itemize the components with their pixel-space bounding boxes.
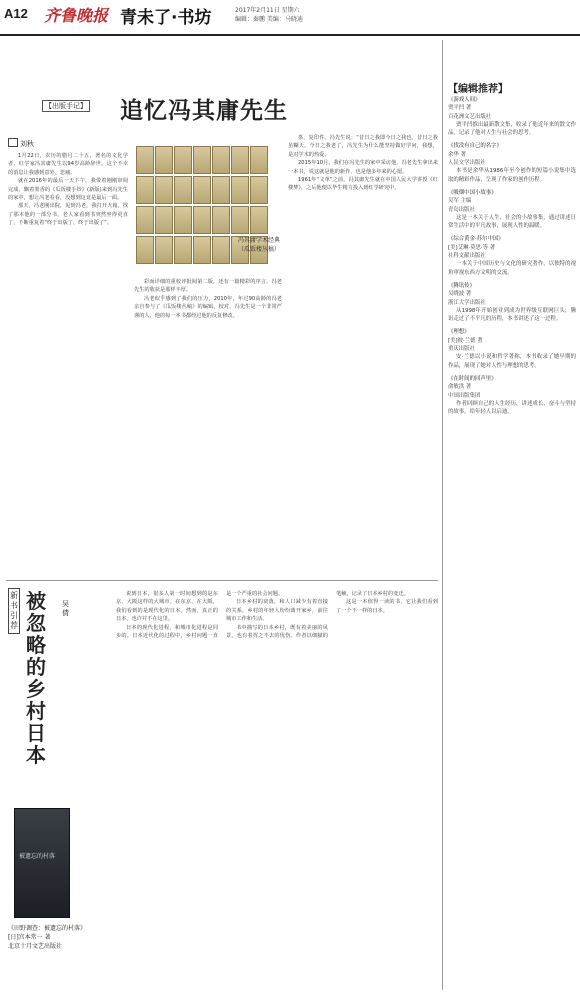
paragraph: 彩而详细的重校评批阅第二版，还有一篇精彩的序言。冯老先生的收获是那样丰厚。 xyxy=(134,279,282,294)
paragraph: 就在2016年的最后一天下午，我带着刚刚审阅完成、飘着墨香的《瓜饭楼手钞》(新版)来到冯先生的家中，想让冯老看看，没想到这竟是最后一面。 xyxy=(8,178,128,202)
recommend-item: 《找没有自己的名字》 余华 著 人民文学出版社 本书是余华从1986年至今创作的短篇小说集中选取的精彩作品，呈现了作家的创作历程。 xyxy=(448,143,576,183)
article2-title: 被忽略的乡村日本 xyxy=(26,589,46,767)
paragraph: 茶，复印件。冯先生说：“昔日之我即今日之我也，昔日之我虽糊天。今日之我老了，冯先生为什么能坚持做好学问，我想，是对学术的热爱。 xyxy=(288,135,438,158)
paragraph: 冯老似乎感到了我们的压力，2010年，年过90高龄的冯老亲自参与了《瓜饭楼丛稿》的编辑、校对。冯先生是一个非常严谨的人，他的每一本书都经过他的反复修改。 xyxy=(134,295,282,319)
recommend-item: 《腾讯传》 吴晓波 著 浙江大学出版社 从1998年开始创业到成为世界级互联网巨头，腾讯走过了不平凡的历程，本书讲述了这一过程。 xyxy=(448,282,576,323)
book-cover-title: 被遗忘的村落 xyxy=(19,853,56,860)
paragraph: 1961年“文革”之前，冯其庸先生就在中国人民大学讲授《红楼梦》，之后他便以毕生精力投入到红学研究中。 xyxy=(288,177,438,192)
header-meta xyxy=(235,6,303,24)
paragraph: 那天，冯老刚出院，见到冯老，我打开大箱，找了那本他的一部分书，老人家看到书突然坐得更直了，不断重复着“终于出版了，终于出版了”。 xyxy=(8,203,128,227)
article2-author: 吴倩 xyxy=(62,600,69,617)
paragraph: 日本的现代化进程，和城市化进程是同步的。日本近代化的过程中，乡村问题一直是一个严重的社会问题。 xyxy=(116,591,284,640)
paragraph: 日本乡村的衰落，和人口减少有着直接的关系。乡村的年轻人纷纷离开家乡，前往城市工作和生活。 xyxy=(226,599,328,623)
section-title: 青未了·书坊 xyxy=(120,8,212,28)
book2-caption: 《田野调查：被遗忘的村落》 [日]宫本常一 著 北京十月文艺出版社 xyxy=(8,925,87,950)
article-author: 刘秋 xyxy=(8,138,34,149)
article2-tag: 新书引荐 xyxy=(8,588,20,634)
article-column-2 xyxy=(134,278,282,576)
article-column-3 xyxy=(288,134,438,576)
page-header xyxy=(0,0,580,36)
recommend-list xyxy=(448,96,576,986)
book-caption: 冯其庸学术经典 （瓜饭楼丛稿） xyxy=(238,237,281,253)
date-line: 2017年2月11日 星期六 xyxy=(235,7,300,14)
article-title: 追忆冯其庸先生 xyxy=(120,98,288,124)
paragraph: 书中描写的日本乡村，既有着美丽的风景，也有着挥之不去的忧伤。作者以细腻的笔触，记录了日本乡村的变迁。 xyxy=(226,591,409,640)
article-column-1 xyxy=(8,152,128,576)
recommend-item: 《游戏人间》 贾平凹 著 百花洲文艺出版社 贾平凹推出最新散文集，收录了他近年来的散文作品，记录了他对人生与社会的思考。 xyxy=(448,97,576,137)
book-cover-image xyxy=(14,808,70,918)
recommend-item: 《在时间的回声里》 俞敏洪 著 中国出版集团 作者回顾自己的人生经历，讲述成长、奋斗与坚持的故事，给年轻人以启迪。 xyxy=(448,375,576,416)
article-tag: 【出版手记】 xyxy=(42,100,90,112)
paragraph: 这是一本值得一读的书，它让我们看到了一个不一样的日本。 xyxy=(336,599,438,614)
paragraph: 2015年10月，我们在冯先生的家中采访他，冯老先生拿出来一本书，说这就是他的新作，也是他多年来的心愿。 xyxy=(288,160,438,175)
article2-body xyxy=(116,590,438,988)
paragraph: 1月22日，农历的腊月二十五，著名的文化学者、红学家冯其庸先生以94岁高龄辞世。这个不幸的消息让我感到意外、悲痛。 xyxy=(8,153,128,176)
recommend-item: 《综合黄金·苏尔中国》 [美]艾琳·莫思·等 著 社科文献出版社 一本关于中国历史与文化的研究著作，以独特的视角审视东西方文明的交流。 xyxy=(448,236,576,276)
section-divider xyxy=(6,580,438,581)
recommend-heading: 【编辑推荐】 xyxy=(448,84,508,95)
recommend-item: 《吸烟中国小故事》 吴军 主编 青岛出版社 这是一本关于人生、社会的小故事集，通过讲述日常生活中的平凡故事，展现人性的温暖。 xyxy=(448,189,576,230)
column-rule-right xyxy=(442,40,443,990)
newspaper-masthead: 齐鲁晚报 xyxy=(44,6,109,25)
paragraph: 说到日本，很多人第一时间想到的是东京、大阪这样的大城市。在东京，在大阪，我们看到的是现代化的日本。然而，真正的日本，也许并不在这里。 xyxy=(116,591,218,623)
page-number: A12 xyxy=(4,6,28,21)
editor-line: 编辑：秦鹏 美编：马晓迪 xyxy=(235,16,303,23)
recommend-item: 《理想》 [美]彼·兰德 著 重庆出版社 安·兰德以小说和哲学著称，本书收录了她早期的作品，展现了她对人性与理想的思考。 xyxy=(448,329,576,369)
